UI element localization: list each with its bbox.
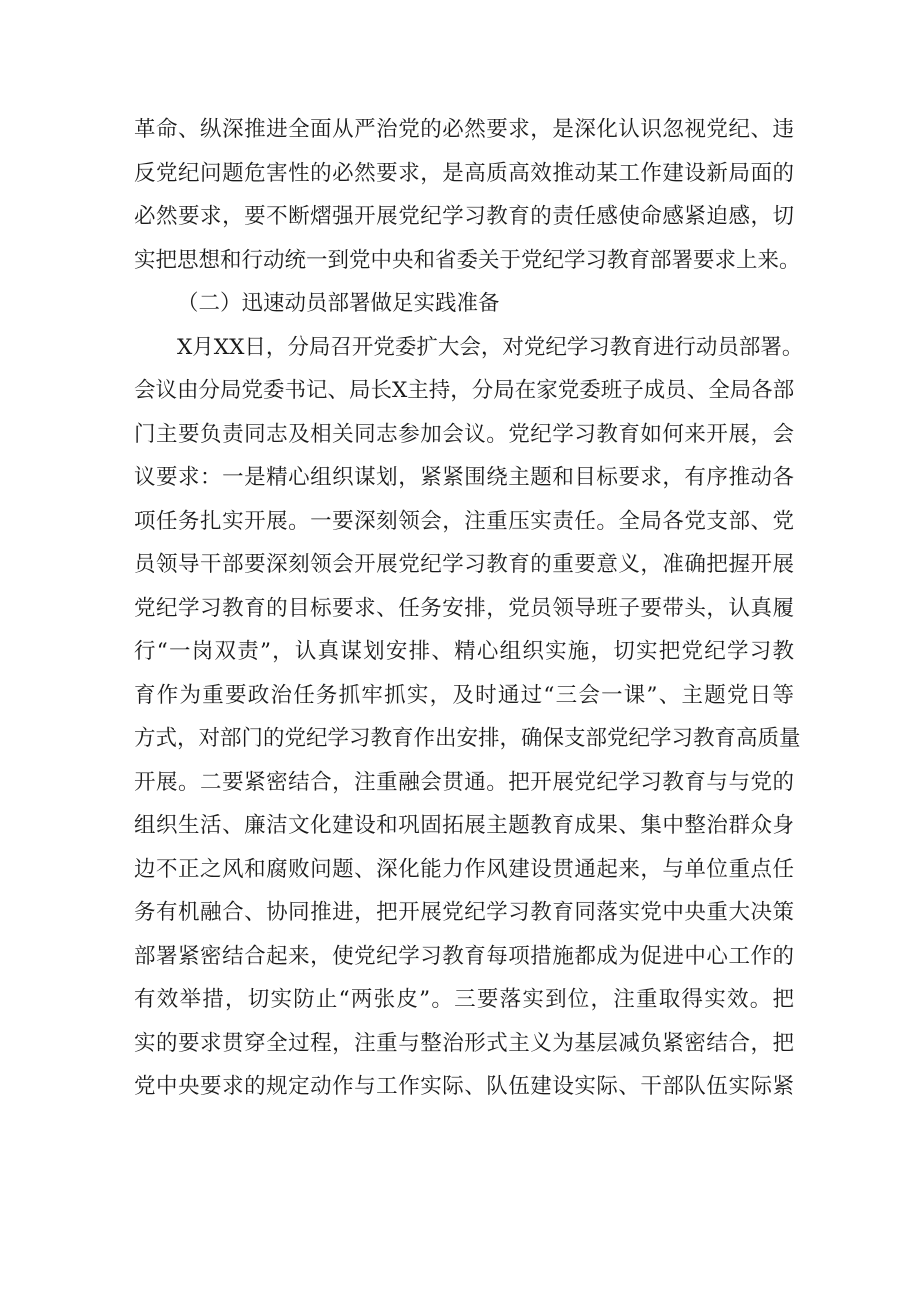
paragraph-1 bbox=[134, 108, 801, 282]
text-line: 门主要负责同志及相关同志参加会议。党纪学习教育如何来开展，会 bbox=[134, 421, 794, 447]
text-line: 育作为重要政治任务抓牢抓实，及时通过“三会一课”、主题党日等 bbox=[134, 682, 794, 708]
paragraph-2 bbox=[134, 326, 804, 1109]
text-line: 员领导干部要深刻领会开展党纪学习教育的重要意义，准确把握开展 bbox=[134, 552, 794, 577]
text-line: 党纪学习教育的目标要求、任务安排，党员领导班子要带头，认真履 bbox=[134, 595, 794, 621]
text-line: 革命、纵深推进全面从严治党的必然要求，是深化认识忽视党纪、违 bbox=[134, 117, 794, 142]
text-line: X月XX日，分局召开党委扩大会，对党纪学习教育进行动员部署。 bbox=[177, 334, 804, 360]
text-line: 组织生活、廉洁文化建设和巩固拓展主题教育成果、集中整治群众身 bbox=[134, 813, 794, 838]
text-line: 必然要求，要不断熠强开展党纪学习教育的责任感使命感紧迫感，切 bbox=[134, 204, 794, 229]
document-body bbox=[134, 108, 804, 1109]
text-line: 实把思想和行动统一到党中央和省委关于党纪学习教育部署要求上来。 bbox=[134, 247, 801, 273]
text-line: 方式，对部门的党纪学习教育作出安排，确保支部党纪学习教育高质量 bbox=[134, 726, 801, 751]
text-line: 议要求：一是精心组织谋划，紧紧围绕主题和目标要求，有序推动各 bbox=[134, 465, 794, 490]
text-line: 项任务扎实开展。一要深刻领会，注重压实责任。全局各党支部、党 bbox=[134, 508, 794, 534]
text-line: 务有机融合、协同推进，把开展党纪学习教育同落实党中央重大决策 bbox=[134, 900, 794, 925]
text-line: 边不正之风和腐败问题、深化能力作风建设贯通起来，与单位重点任 bbox=[134, 856, 794, 882]
text-line: 党中央要求的规定动作与工作实际、队伍建设实际、干部队伍实际紧 bbox=[134, 1074, 794, 1099]
text-line: 会议由分局党委书记、局长X主持，分局在家党委班子成员、全局各部 bbox=[134, 378, 795, 403]
text-line: 开展。二要紧密结合，注重融会贯通。把开展党纪学习教育与与党的 bbox=[134, 769, 794, 795]
text-line: 部署紧密结合起来，使党纪学习教育每项措施都成为促进中心工作的 bbox=[134, 943, 794, 969]
text-line: 有效举措，切实防止“两张皮”。三要落实到位，注重取得实效。把 bbox=[134, 987, 794, 1012]
section-heading: （二）迅速动员部署做足实践准备 bbox=[177, 291, 500, 316]
text-line: 行“一岗双责”，认真谋划安排、精心组织实施，切实把党纪学习教 bbox=[134, 639, 794, 664]
text-line: 反党纪问题危害性的必然要求，是高质高效推动某工作建设新局面的 bbox=[134, 160, 794, 186]
text-line: 实的要求贯穿全过程，注重与整治形式主义为基层减负紧密结合，把 bbox=[134, 1030, 794, 1056]
